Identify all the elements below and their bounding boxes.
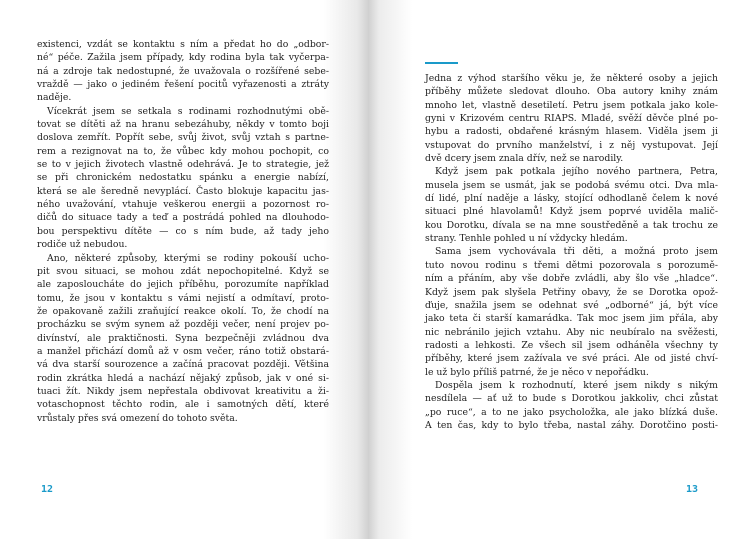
text-line: nesdílela — ať už to bude s Dorotkou jakkoliv, chci zůstat [425, 393, 718, 405]
text-line: „po ruce“, a to ne jako psycholožka, ale jako blízká duše. [425, 406, 718, 418]
text-line: doslova zemřít. Popřít sebe, svůj život, svůj vztah s partne- [37, 132, 329, 144]
text-line: vraždě — jako o jediném řešení pocitů vyřazenosti a ztráty [37, 79, 329, 91]
text-line: Dospěla jsem k rozhodnutí, které jsem nikdy s nikým [435, 379, 718, 391]
text-line: le už bylo příliš patrné, že je něco v nepořádku. [425, 366, 649, 378]
text-line: strany. Tenhle pohled u ní vždycky hledám. [425, 233, 628, 245]
text-line: Vícekrát jsem se setkala s rodinami rozhodnutými obě- [47, 105, 329, 117]
page-number-left: 12 [41, 484, 54, 495]
text-line: příběhy, které jsem zažívala ve své práci. Ale od jisté chví- [425, 353, 718, 365]
text-line: radosti a lehkosti. Ze všech sil jsem odháněla všechny ty [425, 339, 718, 351]
text-line: ale zaposloucháte do jejich příběhu, porozumíte například [37, 279, 329, 291]
text-line: votaschopnost těchto rodin, ale i samotných dětí, které [37, 399, 329, 411]
text-line: pit svou situaci, se mohou zdát nepochopitelné. Když se [37, 265, 329, 277]
right-page-text [425, 72, 718, 432]
right-page [368, 0, 737, 539]
text-line: situaci plné hlavolamů! Když jsem poprvé uviděla malič- [425, 206, 718, 218]
section-divider-rule [425, 62, 458, 64]
text-line: ďuje, snažila jsem se odehnat své „odborné“ já, být více [425, 299, 718, 311]
text-line: rodiče už nebudou. [37, 239, 128, 251]
page-number-right: 13 [686, 484, 699, 495]
text-line: Jedna z výhod staršího věku je, že některé osoby a jejich [425, 73, 718, 84]
text-line: procházku se svým synem až později večer, není projev po- [37, 319, 329, 331]
text-line: dvě dcery jsem znala dřív, než se narodily. [425, 153, 624, 165]
text-line: ná a zdroje tak nedostupné, že uvažovala o rozšířené sebe- [37, 65, 329, 77]
text-line: né“ péče. Zažila jsem případy, kdy rodina byla tak vyčerpa- [37, 52, 329, 64]
text-line: a manžel přichází domů až v osm večer, ráno totiž obstará- [37, 345, 329, 357]
text-line: příběhy můžete sledovat dlouho. Oba autory knihy znám [425, 86, 718, 98]
text-line: ním a přáním, aby vše dobře zvládli, aby šlo vše „hladce“. [425, 273, 718, 285]
text-line: hybu a radosti, obdařené krásným hlasem. Viděla jsem ji [425, 126, 718, 138]
text-line: tomu, že jsou v kontaktu s vámi nejistí a odmítaví, proto- [37, 292, 329, 304]
left-page [0, 0, 368, 539]
text-line: rem a rezignovat na to, že vůbec kdy mohou pochopit, co [37, 145, 329, 157]
text-line: jako teta či starší kamarádka. Tak moc jsem jim přála, aby [425, 313, 718, 325]
text-line: gyni v Krizovém centru RIAPS. Mladé, svěží děvče plné po- [425, 113, 718, 125]
left-page-text [37, 38, 329, 425]
text-line: vá dva starší sourozence a začíná pracovat později. Většina [37, 359, 329, 371]
text-line: kou Dorotku, dívala se na mne soustředěně a tak trochu ze [425, 219, 718, 231]
text-line: mnoho let, vlastně desetiletí. Petru jsem potkala jako kole- [425, 99, 718, 111]
text-line: dičů do situace tady a teď a postrádá pohled na dlouhodo- [37, 212, 329, 224]
text-line: bou perspektivu dítěte — co s ním bude, až tady jeho [37, 225, 329, 237]
text-line: Ano, některé způsoby, kterými se rodiny pokouší ucho- [47, 252, 329, 264]
text-line: existenci, vzdát se kontaktu s ním a předat ho do „odbor- [37, 39, 329, 50]
text-line: tuto novou rodinu s třemi dětmi pozorovala s porozumě- [425, 259, 718, 271]
text-line: která se ale šeredně nevyplácí. Často blokuje kapacitu jas- [37, 185, 329, 197]
text-line: se to v jejich životech vlastně odehrává. Je to strategie, jež [37, 159, 329, 171]
text-line: Sama jsem vychovávala tři děti, a možná proto jsem [435, 246, 718, 258]
text-line: naděje. [37, 92, 72, 104]
text-line: rodin zkrátka hledá a nachází nějaký způsob, jak v oné si- [37, 372, 329, 384]
text-line: nic nebránilo jejich vztahu. Aby nic neubíralo na svěžesti, [425, 326, 718, 338]
text-line: dí lidé, plní naděje a lásky, stojící odhodlaně čelem k nové [425, 193, 718, 205]
text-line: vstupovat do prvního manželství, i z něj vystupovat. Její [425, 139, 718, 151]
text-line: Když jsem pak potkala jejího nového partnera, Petra, [435, 166, 718, 178]
text-line: divínství, ale praktičnosti. Syna bezpečněji zvládnou dva [37, 332, 329, 344]
text-line: tovat se dítěti až na hranu sebezáhuby, někdy v tomto boji [37, 119, 329, 131]
text-line: se při chronickém nedostatku spánku a energie nabízí, [37, 172, 329, 184]
text-line: ného uvažování, vtahuje veškerou energii a pozornost ro- [37, 199, 329, 211]
text-line: musela jsem se usmát, jak se podobá svému otci. Dva mla- [425, 179, 718, 191]
text-line: Když jsem pak slyšela Petřiny obavy, že se Dorotka opož- [425, 286, 718, 298]
text-line: A ten čas, kdy to bylo třeba, nastal záhy. Dorotčino posti- [425, 419, 718, 431]
text-line: že opakovaně zažili zraňující reakce okolí. To, že chodí na [37, 305, 329, 317]
text-line: vrůstaly přes svá omezení do tohoto světa. [37, 412, 238, 424]
text-line: tuaci žít. Nikdy jsem nepřestala obdivovat kreativitu a ži- [37, 385, 329, 397]
